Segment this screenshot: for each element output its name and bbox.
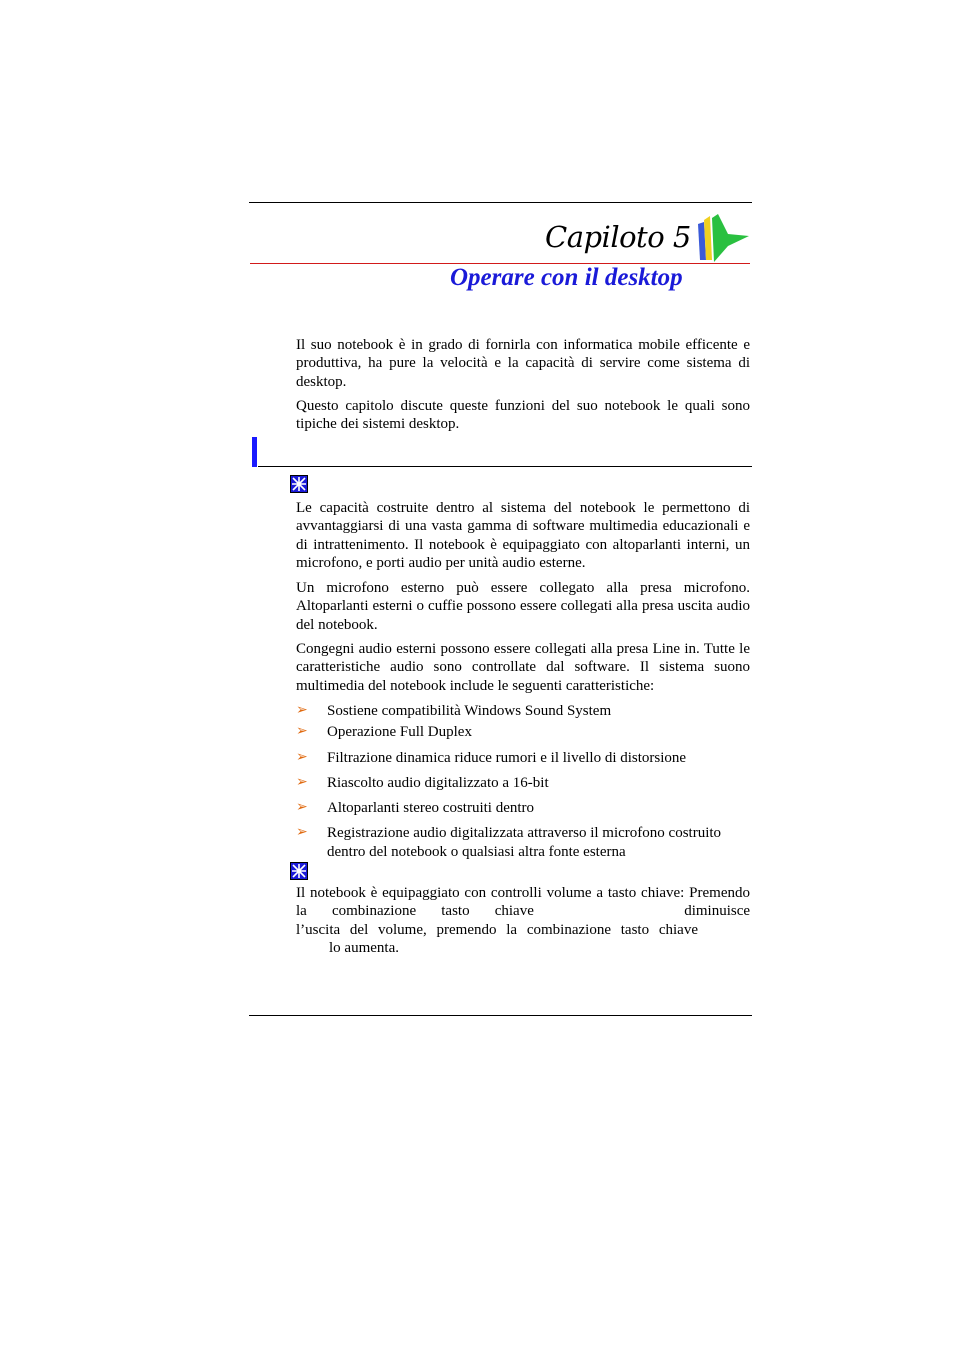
audio-paragraph-2: Un microfono esterno può essere collegato alla presa microfono. Altoparlanti esterni o cuffie possono essere collegati alla presa uscita audio del notebook. (296, 580, 750, 633)
volume-subsection-icon (290, 862, 308, 880)
arrow-bullet-icon: ➢ (296, 724, 308, 740)
volume-line-2: l’uscita del volume, premendo la combinazione tasto chiave (296, 921, 698, 938)
arrow-bullet-icon: ➢ (296, 749, 308, 765)
volume-line-1: Il notebook è equipaggiato con controlli volume a tasto chiave: Premendo la combinazione tasto chiave diminuisce (296, 885, 751, 920)
volume-paragraph (296, 884, 750, 957)
section-rule (258, 466, 752, 467)
chapter-logo-icon (694, 210, 752, 262)
section-marker-bar (252, 437, 257, 467)
arrow-bullet-icon: ➢ (296, 800, 308, 816)
list-item: ➢ Altoparlanti stereo costruiti dentro (296, 800, 535, 817)
intro-paragraph-2: Questo capitolo discute queste funzioni del suo notebook le quali sono tipiche dei sistemi desktop. (296, 398, 750, 433)
audio-paragraph-1: Le capacità costruite dentro al sistema del notebook le permettono di avvantaggiarsi di una vasta gamma di software multimedia educazionali e di intrattenimento. Il notebook è equipaggiato con altoparlanti interni, un microfono, e porti audio per unità audio esterne. (296, 500, 750, 571)
audio-features-list (296, 702, 756, 861)
arrow-bullet-icon: ➢ (296, 825, 308, 841)
arrow-bullet-icon: ➢ (296, 774, 308, 790)
list-item: ➢ Riascolto audio digitalizzato a 16-bit (296, 774, 549, 791)
arrow-bullet-icon: ➢ (296, 703, 308, 718)
list-item: ➢ Filtrazione dinamica riduce rumori e il livello di distorsione (296, 749, 687, 766)
chapter-label: Capiloto 5 (545, 220, 691, 254)
footer-rule (249, 1015, 752, 1016)
volume-line-3: lo aumenta. (329, 939, 399, 956)
list-item: ➢ Sostiene compatibilità Windows Sound System (296, 703, 612, 719)
audio-paragraph-3: Congegni audio esterni possono essere collegati alla presa Line in. Tutte le caratteristiche audio sono controllate dal software. Il sistema suono multimedia del notebook include le seguenti caratteristiche: (296, 641, 750, 694)
list-item: ➢ Operazione Full Duplex (296, 724, 472, 741)
header-top-rule (249, 202, 752, 203)
list-item: ➢ Registrazione audio digitalizzata attraverso il microfono costruito dentro del notebook o qualsiasi altra fonte esterna (296, 825, 722, 860)
intro-paragraph-1: Il suo notebook è in grado di fornirla con informatica mobile efficente e produttiva, ha pure la velocità e la capacità di servire come sistema di desktop. (296, 337, 750, 390)
chapter-title: Operare con il desktop (450, 264, 683, 291)
audio-subsection-icon (290, 475, 308, 493)
